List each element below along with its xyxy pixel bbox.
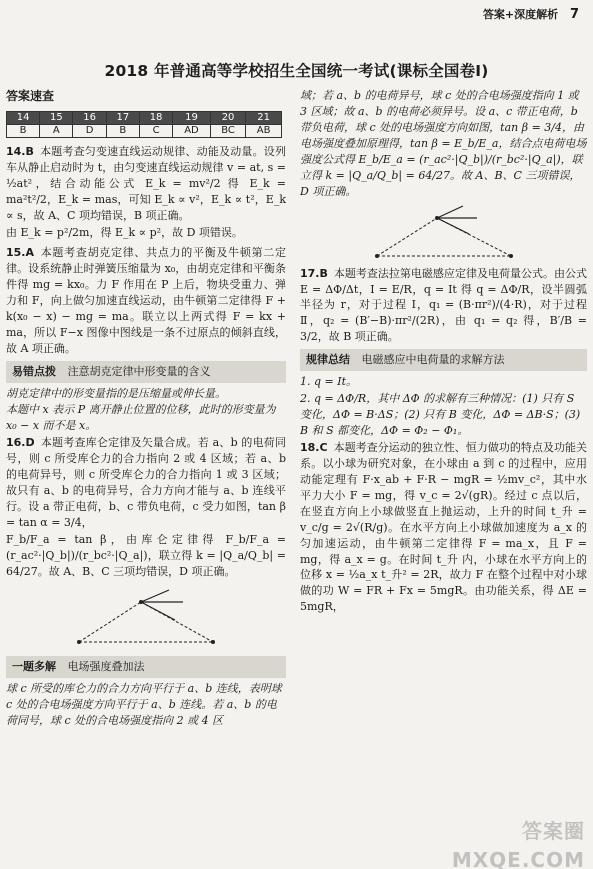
point-b xyxy=(211,640,215,644)
answer-key-number: 16 xyxy=(73,112,106,125)
question-16-number: 16.D xyxy=(6,436,35,450)
tip-body-common-errors xyxy=(6,386,286,435)
force-fb-vector xyxy=(141,590,169,602)
ac-line xyxy=(377,218,437,256)
page-number: 7 xyxy=(569,7,579,22)
point-c xyxy=(139,600,143,604)
header-section: 答案+深度解析 xyxy=(482,8,559,21)
question-17-text: 本题考查法拉第电磁感应定律及电荷量公式。由公式 E = ΔΦ/Δt，I = E/R，q = It 得 q = ΔΦ/R，设半圆弧半径为 r，对于过程 Ⅰ，q₁ = (B·πr²)/(4·R)，对于过程 Ⅱ，q₂ = (B′−B)·πr²/(2R)，由 q₁ = q₂ 得，B′/B = 3/2，故 B 项正确。 xyxy=(300,266,587,344)
tip-tag: 一题多解 xyxy=(12,659,56,673)
answer-key-answer: A xyxy=(40,125,73,138)
answer-key-answer: AB xyxy=(246,125,282,138)
question-18-solution xyxy=(300,440,587,615)
question-14-number: 14.B xyxy=(6,145,34,159)
tip-title: 电场强度叠加法 xyxy=(67,659,145,673)
tip-box-summary xyxy=(300,349,587,371)
tip-tag: 规律总结 xyxy=(306,353,350,367)
watermark-logo xyxy=(435,817,585,869)
question-18-text: 本题考查分运动的独立性、恒力做功的特点及功能关系。以小球为研究对象，在小球由 a 到 c 的过程中，应用动能定理有 F·x_ab + F·R − mgR = ½mv_c²，其中水平力大小 F = mg，得 v_c = 2√(gR)。经过 c 点以后，在竖直方向上小球做竖直上抛运动，上升的时间 t_升 = v_c/g = 2√(R/g)。在水平方向上小球做加速度为 a_x 的匀加速运动，由牛顿第二定律得 F = ma_x，且 F = mg，得 a_x = g。在时间 t_升 内，小球在水平方向上的位移 x = ½a_x t_升² = 2R，故力 F 在整个过程中对小球做的功 W = FR + Fx = 5mgR。由功能关系，得 ΔE = 5mgR， xyxy=(300,440,587,614)
tip-line: 胡克定律中的形变量指的是压缩量或伸长量。 xyxy=(6,386,226,400)
question-18-number: 18.C xyxy=(300,440,328,454)
question-15-solution xyxy=(6,245,286,357)
answer-key-answer: B xyxy=(7,125,40,138)
answer-key-answer: C xyxy=(139,125,172,138)
question-16-solution xyxy=(6,435,286,579)
tip-tag: 易错点拨 xyxy=(12,364,56,378)
force-fa-vector xyxy=(141,602,175,620)
page-header xyxy=(483,6,579,25)
exam-title: 2018 年普通高等学校招生全国统一考试(课标全国卷Ⅰ) xyxy=(104,62,489,80)
left-column xyxy=(6,88,286,863)
right-column xyxy=(300,88,587,863)
answer-key-number: 15 xyxy=(40,112,73,125)
tip-line: 本题中 x 表示 P 离开静止位置的位移，此时的形变量为 x₀ − x 而不是 x。 xyxy=(6,403,276,433)
question-15-number: 15.A xyxy=(6,246,34,260)
answer-key-table xyxy=(6,111,282,138)
question-17-solution xyxy=(300,266,587,346)
answer-key-answer: BC xyxy=(210,125,246,138)
answer-key-answer: D xyxy=(73,125,106,138)
answer-key-answer: AD xyxy=(173,125,211,138)
tip-body-continued xyxy=(300,88,587,200)
tip-body-summary xyxy=(300,374,587,439)
tip-title: 电磁感应中电荷量的求解方法 xyxy=(361,353,505,367)
tip-line: 球 c 所受的库仑力的合力方向平行于 a、b 连线，表明球 c 处的合电场强度方向平行于 a、b 连线。若 a、b 的电荷同号，球 c 处的合电场强度指向 2 或 4 区 xyxy=(6,681,282,727)
electric-field-diagram xyxy=(369,202,519,264)
question-14-text: 由 E_k = p²/2m，得 E_k ∝ p²，故 D 项错误。 xyxy=(6,226,243,240)
tip-line: 2. q = ΔΦ/R，其中 ΔΦ 的求解有三种情况：(1) 只有 S 变化，ΔΦ = B·ΔS；(2) 只有 B 变化，ΔΦ = ΔB·S；(3) B 和 S 都变化，ΔΦ = Φ₂ − Φ₁。 xyxy=(300,392,581,437)
tip-line: 1. q = It。 xyxy=(300,375,358,389)
question-14-solution xyxy=(6,144,286,241)
answer-key-heading: 答案速查 xyxy=(6,89,55,103)
question-15-text: 本题考查胡克定律、共点力的平衡及牛顿第二定律。设系统静止时弹簧压缩量为 x₀，由胡克定律和平衡条件得 mg = kx₀。力 F 作用在 P 上后，物块受重力、弹力和 F，向上做匀加速直线运动，由牛顿第二定律得 F + k(x₀ − x) − mg = ma。联立以上两式得 F = kx + ma，所以 F−x 图像中图线是一条不过原点的倾斜直线，故 A 项正确。 xyxy=(6,246,286,355)
answer-key-number: 14 xyxy=(7,112,40,125)
point-b xyxy=(509,254,513,258)
answer-key-numbers-row xyxy=(7,112,282,125)
answer-key-number: 18 xyxy=(139,112,172,125)
field-eb-vector xyxy=(437,206,463,218)
tip-title: 注意胡克定律中形变量的含义 xyxy=(67,364,211,378)
answer-key-number: 20 xyxy=(210,112,246,125)
question-16-text: 本题考查库仑定律及矢量合成。若 a、b 的电荷同号，则 c 所受库仑力的合力指向 2 或 4 区域；若 a、b 的电荷异号，则 c 所受库仑力的合力指向 1 或 3 区域；故只有 a、b 的电荷异号，合力方向才能与 a、b 连线平行。设 a 带正电荷，b、c 带负电荷，c 受力如图，tan β = tan α = 3/4， xyxy=(6,436,286,530)
watermark-text: 答案圈 MXQE.COM xyxy=(451,819,585,869)
coulomb-force-diagram xyxy=(71,584,221,652)
tip-box-common-errors xyxy=(6,361,286,383)
answer-key-number: 21 xyxy=(246,112,282,125)
answer-key-number: 19 xyxy=(173,112,211,125)
field-ea-vector xyxy=(437,218,469,234)
tip-box-multiple-solutions xyxy=(6,656,286,678)
question-17-number: 17.B xyxy=(300,266,328,280)
answer-key-answer: B xyxy=(106,125,139,138)
answer-key-number: 17 xyxy=(106,112,139,125)
tip-body-multiple-solutions xyxy=(6,681,286,729)
answer-key-answers-row xyxy=(7,125,282,138)
ac-line xyxy=(79,602,141,642)
point-c xyxy=(435,216,439,220)
question-14-text: 本题考查匀变速直线运动规律、动能及动量。设列车从静止启动时为 t，由匀变速直线运动规律 v = at, s = ½at²，结合动能公式 E_k = mv²/2 得 E_k = ma²t²/2，E_k = mas，可知 E_k ∝ v²，E_k ∝ t²，E_k ∝ s，故 A、C 项均错误，B 项正确。 xyxy=(6,145,286,223)
tip-line: 域；若 a、b 的电荷异号，球 c 处的合电场强度指向 1 或 3 区域；故 a、b 的电荷必须异号。设 a、c 带正电荷，b 带负电荷，球 c 处的电场强度方向如图，tan β = 3/4，由电场强度叠加原理得，tan β = E_b/E_a，结合点电荷电场强度公式得 E_b/E_a = (r_ac²·|Q_b|)/(r_bc²·|Q_a|)，联立得 k = |Q_a/Q_b| = 64/27。故 A、B、C 三项错误，D 项正确。 xyxy=(300,89,587,198)
point-a xyxy=(375,254,379,258)
point-a xyxy=(77,640,81,644)
question-16-text: F_b/F_a = tan β，由库仑定律得 F_b/F_a = (r_ac²·|Q_b|)/(r_bc²·|Q_a|)，联立得 k = |Q_a/Q_b| = 64/27。故 A、B、C 三项均错误，D 项正确。 xyxy=(6,532,286,578)
